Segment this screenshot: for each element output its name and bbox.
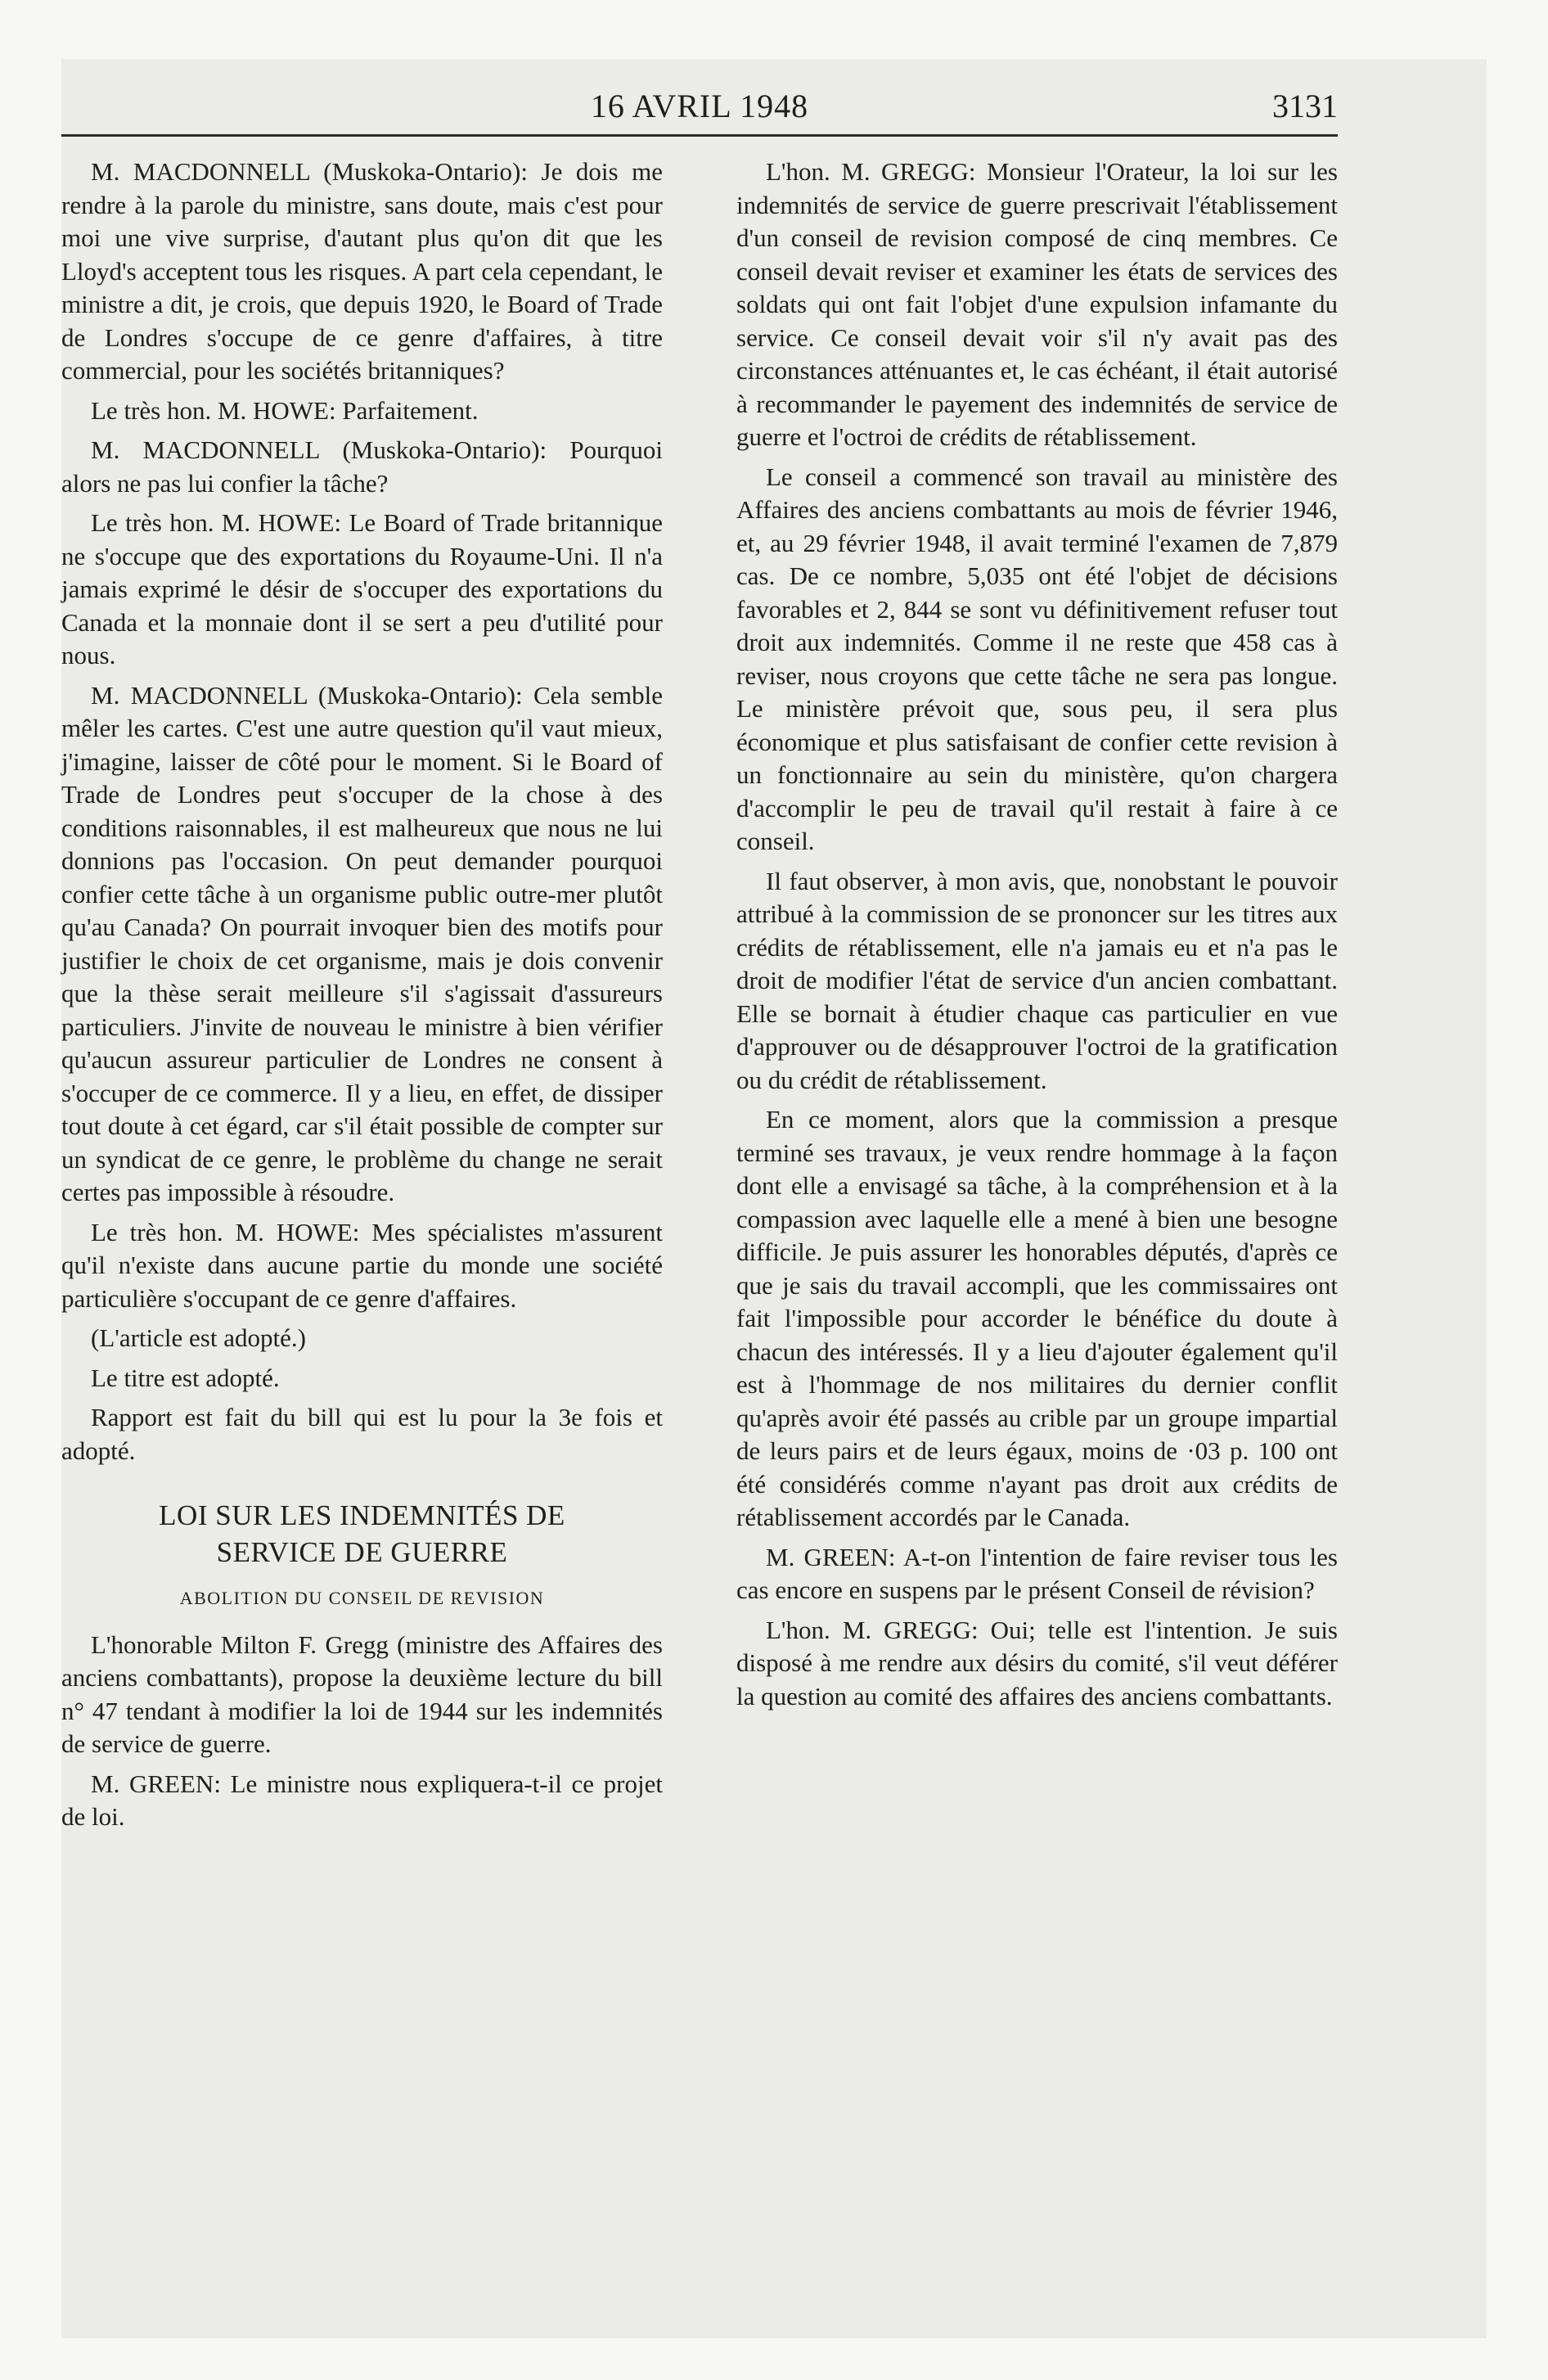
paragraph: Le très hon. M. HOWE: Parfaitement. xyxy=(91,395,479,425)
left-column xyxy=(61,156,663,1841)
paragraph: L'honorable Milton F. Gregg (ministre des Affaires des anciens combattants), propose la deuxième lecture du bill n° 47 tendant à modifier la loi de 1944 sur les indemnités de service de guerre. xyxy=(61,1629,663,1758)
right-column xyxy=(736,156,1338,1720)
paragraph: Le très hon. M. HOWE: Mes spécialistes m'assurent qu'il n'existe dans aucune partie du monde une société particulière s'occupant de ce genre d'affaires. xyxy=(61,1217,663,1313)
paragraph: En ce moment, alors que la commission a presque terminé ses travaux, je veux rendre hommage à la façon dont elle a envisagé sa tâche, à la compréhension et à la compassion avec laquelle elle a mené à bien une besogne difficile. Je puis assurer les honorables députés, d'après ce que je sais du travail accompli, que les commissaires ont fait l'impossible pour accorder le bénéfice du doute à chacun des intéressés. Il y a lieu d'ajouter également qu'il est à l'hommage de nos militaires du dernier conflit qu'après avoir été passés au crible par un groupe impartial de leurs pairs et de leurs égaux, moins de ·03 p. 100 ont été considérés comme n'ayant pas droit aux crédits de rétablissement accordés par le Canada. xyxy=(736,1105,1338,1531)
section-subtitle: ABOLITION DU CONSEIL DE REVISION xyxy=(179,1588,545,1608)
paragraph: Le conseil a commencé son travail au ministère des Affaires des anciens combattants au mois de février 1946, et, au 29 février 1948, il avait terminé l'examen de 7,879 cas. De ce nombre, 5,035 ont été l'objet de décisions favorables et 2, 844 se sont vu définitivement refuser tout droit aux indemnités. Comme il ne reste que 458 cas à reviser, nous croyons que cette tâche ne sera pas longue. Le ministère prévoit que, sous peu, il sera plus économique et plus satisfaisant de confier cette revision à un fonctionnaire au sein du ministère, qu'on chargera d'accomplir le peu de travail qu'il restait à faire à ce conseil. xyxy=(736,462,1338,855)
paragraph: (L'article est adopté.) xyxy=(91,1323,306,1352)
header-date: 16 AVRIL 1948 xyxy=(590,88,809,124)
page-header xyxy=(61,72,1338,137)
paragraph: Le titre est adopté. xyxy=(91,1363,280,1392)
section-title-line-2: SERVICE DE GUERRE xyxy=(216,1536,508,1568)
paragraph: L'hon. M. GREGG: Monsieur l'Orateur, la loi sur les indemnités de service de guerre prescrivait l'établissement d'un conseil de revision composé de cinq membres. Ce conseil devait reviser et examiner les états de services des soldats qui ont fait l'objet d'une expulsion infamante du service. Ce conseil devait voir s'il n'y avait pas des circonstances atténuantes et, le cas échéant, il était autorisé à recommander le payement des indemnités de service de guerre et l'octroi de crédits de rétablissement. xyxy=(736,157,1338,451)
paragraph: L'hon. M. GREGG: Oui; telle est l'intention. Je suis disposé à me rendre aux désirs du comité, s'il veut déférer la question au comité des affaires des anciens combattants. xyxy=(736,1615,1338,1711)
paragraph: M. MACDONNELL (Muskoka-Ontario): Je dois me rendre à la parole du ministre, sans doute, mais c'est pour moi une vive surprise, d'autant plus qu'on dit que les Lloyd's acceptent tous les risques. A part cela cependant, le ministre a dit, je crois, que depuis 1920, le Board of Trade de Londres s'occupe de ce genre d'affaires, à titre commercial, pour les sociétés britanniques? xyxy=(61,157,663,385)
header-rule xyxy=(61,134,1338,137)
paragraph: Le très hon. M. HOWE: Le Board of Trade britannique ne s'occupe que des exportations du Royaume-Uni. Il n'a jamais exprimé le désir de s'occuper des exportations du Canada et la monnaie dont il se sert a peu d'utilité pour nous. xyxy=(61,508,663,669)
paragraph: M. GREEN: A-t-on l'intention de faire reviser tous les cas encore en suspens par le présent Conseil de révision? xyxy=(736,1542,1338,1604)
paragraph: M. MACDONNELL (Muskoka-Ontario): Cela semble mêler les cartes. C'est une autre question qu'il vaut mieux, j'imagine, laisser de côté pour le moment. Si le Board of Trade de Londres peut s'occuper de la chose à des conditions raisonnables, il est malheureux que nous ne lui donnions pas l'occasion. On peut demander pourquoi confier cette tâche à un organisme public outre-mer plutôt qu'au Canada? On pourrait invoquer bien des motifs pour justifier le choix de cet organisme, mais je dois convenir que la thèse serait meilleure s'il s'agissait d'assureurs particuliers. J'invite de nouveau le ministre à bien vérifier qu'aucun assureur particulier de Londres ne consent à s'occuper de ce commerce. Il y a lieu, en effet, de dissiper tout doute à cet égard, car s'il était possible de compter sur un syndicat de ce genre, le problème du change ne serait certes pas impossible à résoudre. xyxy=(61,680,663,1206)
section-title xyxy=(61,1497,663,1571)
paragraph: Rapport est fait du bill qui est lu pour la 3e fois et adopté. xyxy=(61,1403,663,1465)
paragraph: Il faut observer, à mon avis, que, nonobstant le pouvoir attribué à la commission de se prononcer sur les titres aux crédits de rétablissement, elle n'a jamais eu et n'a pas le droit de modifier l'état de service d'un ancien combattant. Elle se bornait à étudier chaque cas particulier en vue d'approuver ou de désapprouver l'octroi de la gratification ou du crédit de rétablissement. xyxy=(736,866,1338,1094)
paragraph: M. MACDONNELL (Muskoka-Ontario): Pourquoi alors ne pas lui confier la tâche? xyxy=(61,435,663,498)
paragraph: M. GREEN: Le ministre nous expliquera-t-il ce projet de loi. xyxy=(61,1769,663,1831)
section-title-line-1: LOI SUR LES INDEMNITÉS DE xyxy=(159,1499,565,1531)
page-number: 3131 xyxy=(1272,88,1338,124)
